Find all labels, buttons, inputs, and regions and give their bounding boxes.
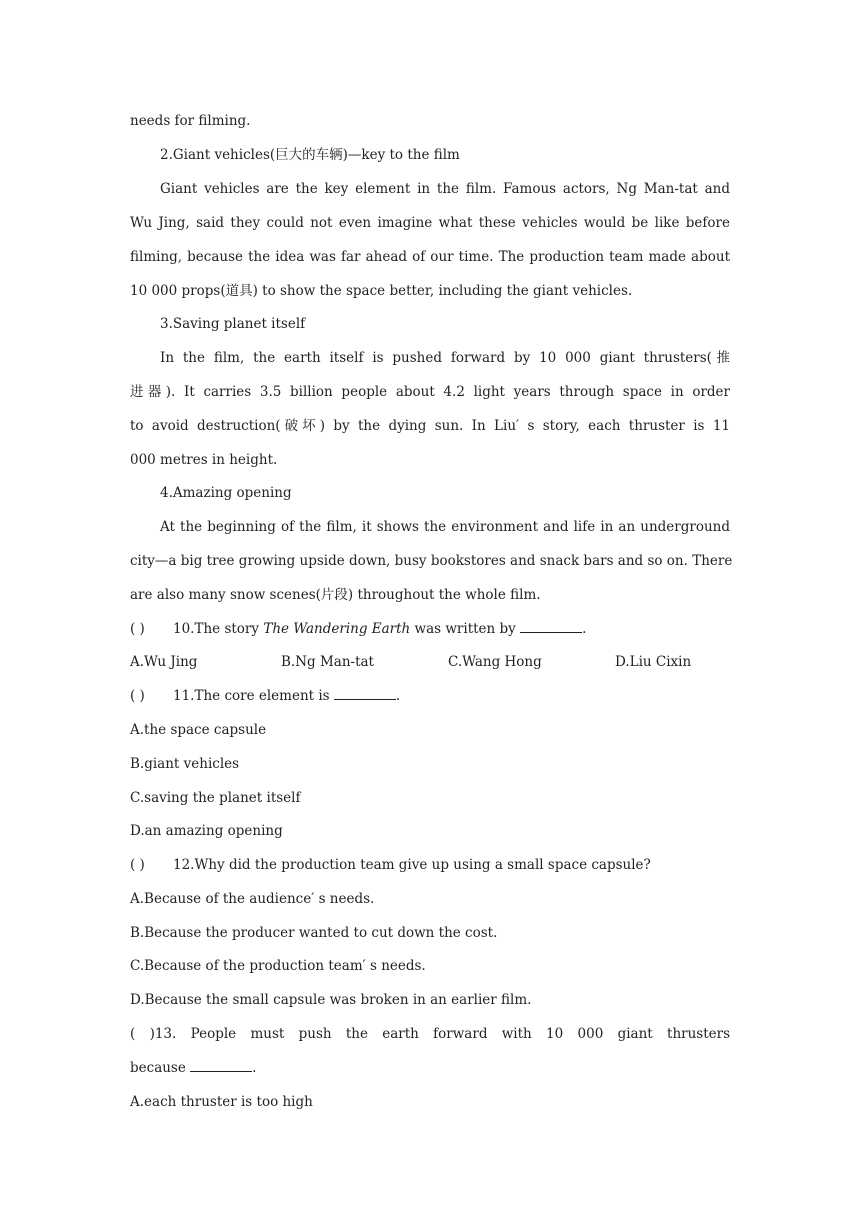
body-line: needs for filming. [130,113,251,129]
answer-blank[interactable] [520,620,582,633]
option-b[interactable]: B.Because the producer wanted to cut down the cost. [130,925,498,941]
options-row [130,652,730,672]
section-heading: 4.Amazing opening [160,485,292,501]
option-a[interactable]: A.each thruster is too high [130,1094,313,1110]
section-heading: 2.Giant vehicles(巨大的车辆)—key to the film [160,147,460,163]
question-12 [130,855,730,875]
option-c[interactable]: C.Wang Hong [448,654,542,670]
body-line: filming, because the idea was far ahead of our time. The production team made about [130,249,730,265]
body-line: city—a big tree growing upside down, busy bookstores and snack bars and so on. There [130,553,733,569]
question-10 [130,619,730,639]
question-stem: was written by [410,621,516,637]
body-line: In the film, the earth itself is pushed forward by 10 000 giant thrusters(推 [160,350,730,366]
answer-blank[interactable] [190,1059,252,1072]
answer-blank[interactable] [334,687,396,700]
body-line: At the beginning of the film, it shows the environment and life in an underground [160,519,730,535]
option-c[interactable]: C.saving the planet itself [130,790,301,806]
body-line: 进器). It carries 3.5 billion people about 4.2 light years through space in order [130,384,730,400]
question-stem: 10.The story [173,621,264,637]
question-13 [130,1024,730,1044]
option-c[interactable]: C.Because of the production team′ s needs. [130,958,426,974]
question-stem: 12.Why did the production team give up using a small space capsule? [173,857,651,873]
question-stem: 13. People must push the earth forward with 10 000 giant thrusters [154,1026,731,1042]
option-a[interactable]: A.Wu Jing [130,654,198,670]
option-d[interactable]: D.an amazing opening [130,823,283,839]
punctuation: . [395,688,401,704]
body-line: 000 metres in height. [130,452,278,468]
question-11 [130,686,730,706]
book-title: The Wandering Earth [263,621,411,637]
option-d[interactable]: D.Liu Cixin [615,654,692,670]
section-heading: 3.Saving planet itself [160,316,306,332]
question-stem: 11.The core element is [173,688,330,704]
body-line: Giant vehicles are the key element in the film. Famous actors, Ng Man-tat and [160,181,730,197]
question-stem: because [130,1060,186,1076]
question-13-continued [130,1058,730,1078]
body-line: to avoid destruction(破坏) by the dying sun. In Liu′ s story, each thruster is 11 [130,418,730,434]
option-a[interactable]: A.Because of the audience′ s needs. [130,891,375,907]
answer-bracket[interactable]: ( ) [130,1026,155,1042]
option-d[interactable]: D.Because the small capsule was broken in an earlier film. [130,992,532,1008]
body-line: Wu Jing, said they could not even imagine what these vehicles would be like before [130,215,730,231]
answer-bracket[interactable]: ( ) [130,688,145,704]
option-b[interactable]: B.Ng Man-tat [281,654,374,670]
option-b[interactable]: B.giant vehicles [130,756,240,772]
body-line: 10 000 props(道具) to show the space better, including the giant vehicles. [130,283,633,299]
option-a[interactable]: A.the space capsule [130,722,267,738]
punctuation: . [582,621,587,637]
punctuation: . [252,1060,257,1076]
answer-bracket[interactable]: ( ) [130,621,145,637]
body-line: are also many snow scenes(片段) throughout the whole film. [130,587,541,603]
answer-bracket[interactable]: ( ) [130,857,145,873]
